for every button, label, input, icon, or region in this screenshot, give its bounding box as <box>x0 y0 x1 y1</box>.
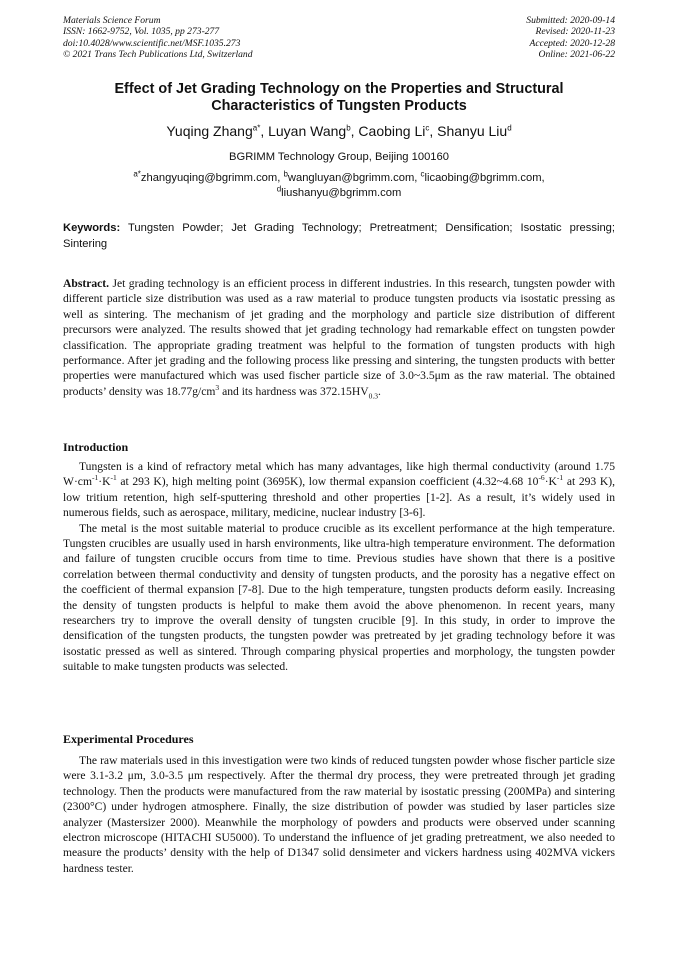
email-sup: d <box>276 183 282 193</box>
text-run: at 293 K), high melting point (3695K), low thermal expansion coefficient (4.32~4.68 10 <box>116 475 539 489</box>
email-sup: b <box>283 169 288 179</box>
title-line-1: Effect of Jet Grading Technology on the Properties and Structural <box>114 81 564 97</box>
abstract-sup: 3 <box>215 382 220 392</box>
section-heading-experimental: Experimental Procedures <box>63 732 194 746</box>
date-online: Online: 2021-06-22 <box>538 49 615 61</box>
text-run: ·K <box>98 475 111 489</box>
keywords-text: Tungsten Powder; Jet Grading Technology; Pretreatment; Densification; Isostatic pressing; Sintering <box>63 222 615 250</box>
abstract-label: Abstract. <box>63 277 110 290</box>
date-accepted: Accepted: 2020-12-28 <box>529 37 615 49</box>
journal-issn: ISSN: 1662-9752, Vol. 1035, pp 273-277 <box>63 26 220 38</box>
date-submitted: Submitted: 2020-09-14 <box>526 15 615 26</box>
paper-title <box>63 81 615 115</box>
author-name: Shanyu Liu <box>437 123 508 139</box>
author-name: Caobing Li <box>358 123 426 139</box>
paragraph <box>63 459 615 521</box>
author-sup: d <box>507 123 512 133</box>
journal-name: Materials Science Forum <box>63 15 161 26</box>
keywords-label: Keywords: <box>63 222 121 234</box>
abstract <box>63 276 615 399</box>
author-sup: b <box>346 123 351 133</box>
abstract-sub: 0.3 <box>368 391 378 401</box>
text-run: at 293 K), low tritium retention, high self-sputtering threshold and other properties [1-2]. As a result, it’s widely used in numerous fields, such as aerospace, military, medicine, nuclear industry [3-6]. <box>63 475 615 520</box>
affiliation: BGRIMM Technology Group, Beijing 100160 <box>229 151 449 163</box>
journal-copyright: © 2021 Trans Tech Publications Ltd, Switzerland <box>63 49 253 61</box>
email-link[interactable]: liushanyu@bgrimm.com <box>281 186 402 199</box>
keywords <box>63 220 615 252</box>
author-sep: , <box>260 123 269 139</box>
email-link[interactable]: licaobing@bgrimm.com, <box>424 172 545 184</box>
abstract-text: and its hardness was 372.15HV <box>219 384 369 398</box>
text-sup: -6 <box>538 473 545 483</box>
experimental-body <box>63 753 615 876</box>
paragraph: The metal is the most suitable material to produce crucible as its excellent performance at the high temperature. Tungsten crucibles are usually used in harsh environments, like ultra-high temperature environment. The deformation and failure of tungsten crucible occurs from time to time. Previous studies have shown that there is a positive correlation between thermal conductivity and density of tungsten products, and the porosity has a negative effect on the coefficient of thermal expansion [7-8]. Due to the high temperature, tungsten products deform easily. Increasing the density of tungsten products is helpful to make them avoid the above phenomenon. In recent years, many researchers try to improve the overall density of tungsten crucible [9]. In this study, in order to improve the densification of the tungsten products, the tungsten powder was pretreated by jet grading technology before it was isostatic pressed as well as sintered. Through comparing physical properties and morphology, the tungsten powder suitable to make tungsten products was selected. <box>63 521 615 674</box>
author-emails <box>63 171 615 200</box>
date-revised: Revised: 2020-11-23 <box>535 26 615 38</box>
title-line-2: Characteristics of Tungsten Products <box>211 98 467 114</box>
journal-doi: doi:10.4028/www.scientific.net/MSF.1035.273 <box>63 37 241 49</box>
introduction-body <box>63 459 615 675</box>
author-sep: , <box>429 123 438 139</box>
author-name: Luyan Wang <box>268 123 347 139</box>
text-run: Tungsten is a kind of refractory metal which has many advantages, like high thermal conductivity (around 1.75 W·cm <box>63 460 615 489</box>
journal-info-right <box>526 15 615 61</box>
text-sup: -1 <box>556 473 564 483</box>
journal-info-left <box>63 15 253 61</box>
email-sup: a* <box>133 169 141 179</box>
author-sup: a* <box>252 123 261 133</box>
section-heading-introduction: Introduction <box>63 440 129 454</box>
author-name: Yuqing Zhang <box>166 123 253 139</box>
text-run: ·K <box>544 475 557 489</box>
text-sup: -1 <box>91 473 99 483</box>
email-sup: c <box>420 169 425 179</box>
author-sep: , <box>350 123 359 139</box>
author-sup: c <box>425 123 430 133</box>
author-list <box>63 122 615 140</box>
abstract-text: . <box>377 384 381 398</box>
text-sup: -1 <box>110 473 117 483</box>
email-link[interactable]: zhangyuqing@bgrimm.com, <box>140 172 284 184</box>
email-link[interactable]: wangluyan@bgrimm.com, <box>287 172 421 184</box>
abstract-text: Jet grading technology is an efficient process in different industries. In this research, tungsten powder with different particle size distribution was used as a raw material to produce tungsten products via isostatic pressing as well as sintering. The mechanism of jet grading and the morphology and particle size distribution of different precursors were analyzed. The results showed that jet grading technology had remarkable effect on tungsten powder classification. The appropriate grading treatment was helpful to the formation of tungsten products with high performance. After jet grading and the following process like pressing and sintering, the tungsten products with better properties were manufactured which was used fischer particle size of 3.0~3.5μm as the raw material. The obtained products’ density was 18.77g/cm <box>63 277 615 398</box>
paragraph: The raw materials used in this investigation were two kinds of reduced tungsten powder whose fischer particle size were 3.1-3.2 μm, 3.0-3.5 μm respectively. After the thermal dry process, they were pretreated through jet grading technology. Then the products were manufactured from the raw material by isostatic pressing (200MPa) and sintering (2300°C) under hydrogen atmosphere. Finally, the size distribution of powder was studied by laser particles size analyzer (Mastersizer 2000). Meanwhile the morphology of powders and products were observed under scanning electron microscope (HITACHI SU5000). To understand the influence of jet grading pretreatment, we also needed to measure the products’ density with the help of D1347 solid densimeter and vickers hardness using 402MVA vickers hardness tester. <box>63 754 615 875</box>
